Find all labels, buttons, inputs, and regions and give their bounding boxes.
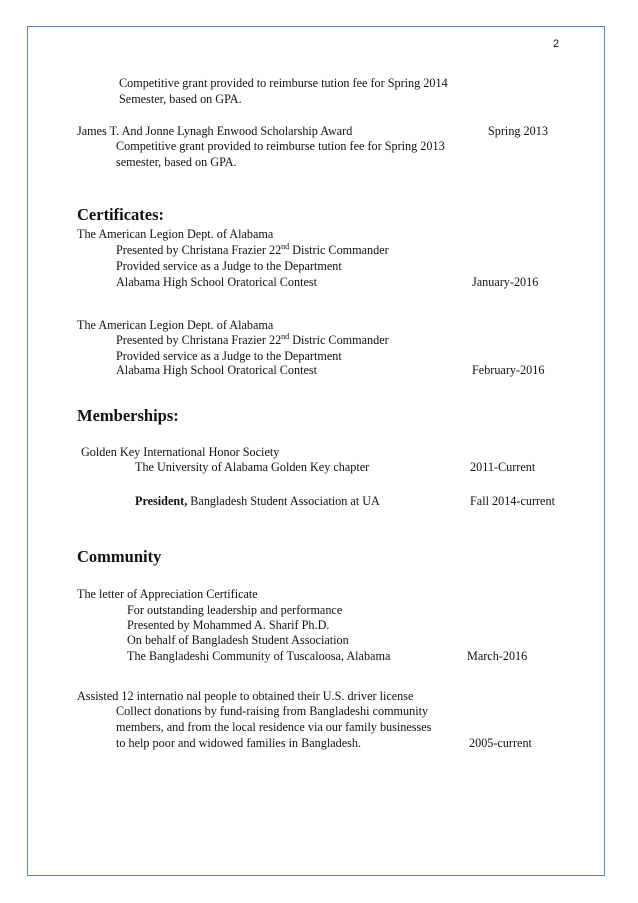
membership-chapter: The University of Alabama Golden Key chapter: [135, 460, 370, 474]
certificate-contest: Alabama High School Oratorical Contest: [116, 275, 318, 289]
appreciation-line: For outstanding leadership and performance: [127, 603, 343, 617]
grant-description-line: Competitive grant provided to reimburse tution fee for Spring 2014: [119, 76, 448, 90]
membership-president: President, Bangladesh Student Association at UA: [135, 494, 380, 508]
certificate-date: February-2016: [472, 363, 545, 377]
appreciation-date: March-2016: [467, 649, 528, 663]
certificate-org: The American Legion Dept. of Alabama: [77, 227, 274, 241]
community-service-line: Assisted 12 internatio nal people to obtained their U.S. driver license: [77, 689, 414, 703]
community-heading: Community: [77, 547, 162, 566]
certificate-presenter: Presented by Christana Frazier 22nd Distric Commander: [116, 331, 389, 347]
membership-chapter-date: 2011-Current: [470, 460, 536, 474]
certificate-date: January-2016: [472, 275, 539, 289]
appreciation-line: On behalf of Bangladesh Student Association: [127, 633, 349, 647]
certificate-org: The American Legion Dept. of Alabama: [77, 318, 274, 332]
certificate-presenter: Presented by Christana Frazier 22nd Distric Commander: [116, 241, 389, 257]
appreciation-line: Presented by Mohammed A. Sharif Ph.D.: [127, 618, 330, 632]
community-service-line: to help poor and widowed families in Bangladesh.: [116, 736, 362, 750]
appreciation-line: The Bangladeshi Community of Tuscaloosa, Alabama: [127, 649, 391, 663]
certificates-heading: Certificates:: [77, 205, 165, 224]
membership-president-date: Fall 2014-current: [470, 494, 555, 508]
memberships-heading: Memberships:: [77, 406, 179, 425]
page-number: 2: [553, 38, 560, 50]
membership-org: Golden Key International Honor Society: [81, 445, 280, 459]
scholarship-date: Spring 2013: [488, 124, 548, 138]
scholarship-title: James T. And Jonne Lynagh Enwood Scholarship Award: [77, 124, 353, 138]
certificate-service: Provided service as a Judge to the Department: [116, 259, 342, 273]
certificate-contest: Alabama High School Oratorical Contest: [116, 363, 318, 377]
appreciation-title: The letter of Appreciation Certificate: [77, 587, 258, 601]
certificate-service: Provided service as a Judge to the Department: [116, 349, 342, 363]
community-service-date: 2005-current: [469, 736, 532, 750]
community-service-line: Collect donations by fund-raising from Bangladeshi community: [116, 704, 429, 718]
scholarship-description-line: Competitive grant provided to reimburse tution fee for Spring 2013: [116, 139, 445, 153]
community-service-line: members, and from the local residence via our family businesses: [116, 720, 432, 734]
scholarship-description-line: semester, based on GPA.: [116, 155, 237, 169]
grant-description-line: Semester, based on GPA.: [119, 92, 242, 106]
